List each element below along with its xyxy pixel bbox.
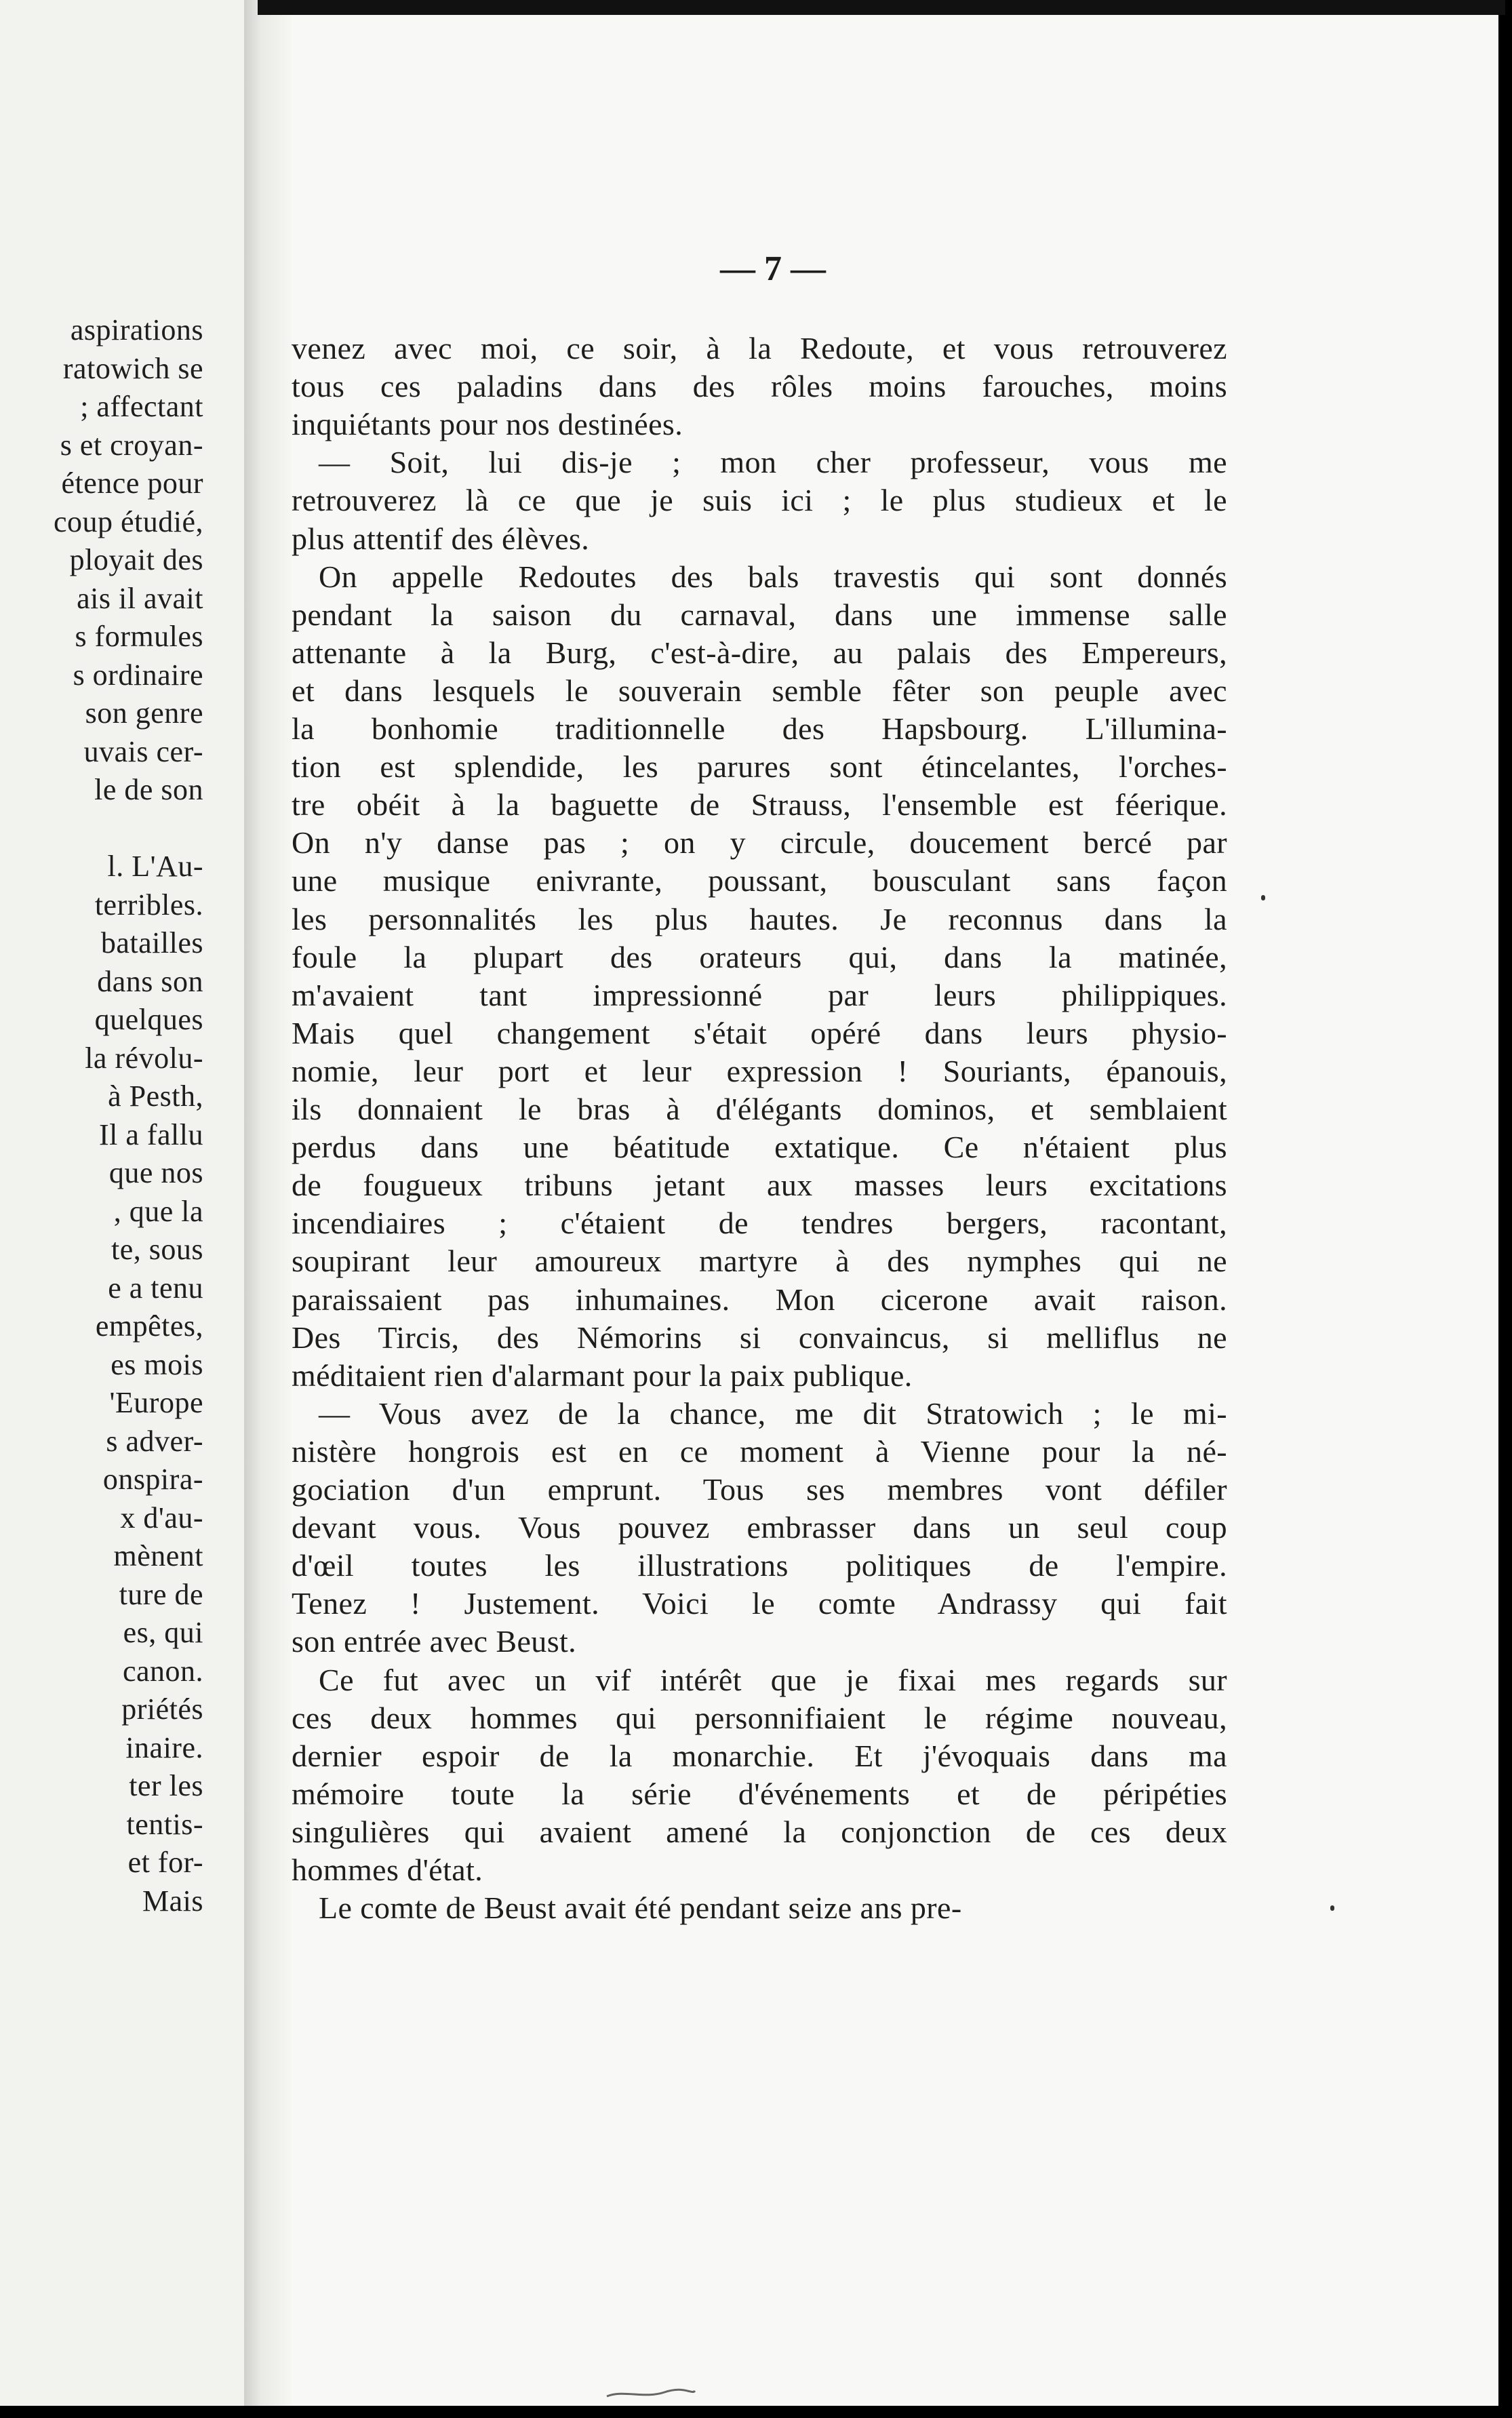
text-line: gociation d'un emprunt. Tous ses membres vont défiler bbox=[292, 1472, 1227, 1507]
previous-page-line: Il a fallu bbox=[98, 1117, 203, 1151]
text-line: — Vous avez de la chance, me dit Stratowich ; le mi- bbox=[319, 1395, 1227, 1431]
text-line: venez avec moi, ce soir, à la Redoute, et vous retrouverez bbox=[292, 331, 1227, 365]
text-line: Des Tircis, des Némorins si convaincus, si melliflus ne bbox=[292, 1320, 1227, 1355]
text-line: d'œil toutes les illustrations politiques de l'empire. bbox=[292, 1548, 1227, 1583]
text-line: attenante à la Burg, c'est-à-dire, au palais des Empereurs, bbox=[292, 635, 1227, 670]
previous-page-line: e a tenu bbox=[108, 1271, 203, 1305]
text-line: méditaient rien d'alarmant pour la paix publique. bbox=[292, 1357, 913, 1393]
text-line: nistère hongrois est en ce moment à Vienne pour la né- bbox=[292, 1433, 1227, 1469]
previous-page-line: uvais cer- bbox=[83, 734, 203, 768]
scan-border-top bbox=[258, 0, 1505, 15]
text-line: Mais quel changement s'était opéré dans leurs physio- bbox=[292, 1015, 1227, 1050]
text-line: Ce fut avec un vif intérêt que je fixai mes regards sur bbox=[319, 1662, 1227, 1697]
previous-page-line: , que la bbox=[113, 1194, 203, 1228]
text-line: ces deux hommes qui personnifiaient le régime nouveau, bbox=[292, 1700, 1227, 1735]
text-line: et dans lesquels le souverain semble fêter son peuple avec bbox=[292, 673, 1227, 708]
text-line: tous ces paladins dans des rôles moins farouches, moins bbox=[292, 369, 1227, 404]
previous-page-line: ais il avait bbox=[77, 581, 203, 615]
text-line: Tenez ! Justement. Voici le comte Andrassy qui fait bbox=[292, 1586, 1227, 1621]
previous-page-line: tentis- bbox=[126, 1807, 203, 1841]
text-line: tion est splendide, les parures sont étincelantes, l'orches- bbox=[292, 749, 1227, 785]
text-line: plus attentif des élèves. bbox=[292, 521, 590, 556]
previous-page-line: quelques bbox=[94, 1003, 203, 1036]
previous-page-line: étence pour bbox=[61, 467, 203, 500]
scan-border-bottom bbox=[0, 2406, 1512, 2418]
text-line: pendant la saison du carnaval, dans une immense salle bbox=[292, 597, 1227, 632]
text-line: de fougueux tribuns jetant aux masses leurs excitations bbox=[292, 1168, 1227, 1203]
text-line: Le comte de Beust avait été pendant seize ans pre- bbox=[319, 1890, 962, 1926]
text-line: On n'y danse pas ; on y circule, doucement bercé par bbox=[292, 825, 1227, 860]
text-line: hommes d'état. bbox=[292, 1852, 483, 1887]
previous-page-line: à Pesth, bbox=[108, 1079, 203, 1113]
previous-page-line: et for- bbox=[127, 1846, 203, 1879]
previous-page-line bbox=[0, 807, 203, 850]
previous-page-line: x d'au- bbox=[120, 1501, 203, 1534]
text-line: m'avaient tant impressionné par leurs philippiques. bbox=[292, 977, 1227, 1012]
text-line: ils donnaient le bras à d'élégants dominos, et semblaient bbox=[292, 1092, 1227, 1126]
previous-page-line: la révolu- bbox=[85, 1041, 203, 1075]
previous-page-line: ter les bbox=[129, 1769, 203, 1802]
text-line: On appelle Redoutes des bals travestis qui sont donnés bbox=[319, 559, 1227, 594]
text-line: une musique enivrante, poussant, bousculant sans façon bbox=[292, 863, 1227, 898]
page-gutter bbox=[244, 0, 292, 2418]
text-line: mémoire toute la série d'événements et de péripéties bbox=[292, 1776, 1227, 1811]
previous-page-line: aspirations bbox=[70, 313, 203, 346]
previous-page-line: s formules bbox=[75, 620, 203, 653]
bottom-ornament bbox=[603, 2387, 698, 2400]
text-line: perdus dans une béatitude extatique. Ce n'étaient plus bbox=[292, 1130, 1227, 1165]
previous-page-line: inaire. bbox=[125, 1730, 203, 1764]
previous-page-line: ; affectant bbox=[80, 390, 203, 423]
text-line: — Soit, lui dis-je ; mon cher professeur, vous me bbox=[319, 445, 1227, 480]
previous-page-line: te, sous bbox=[111, 1233, 203, 1266]
previous-page-line: s ordinaire bbox=[73, 658, 203, 692]
previous-page-line: son genre bbox=[85, 696, 203, 730]
previous-page-line: 'Europe bbox=[109, 1386, 203, 1419]
text-line: paraissaient pas inhumaines. Mon cicerone avait raison. bbox=[292, 1282, 1227, 1317]
text-line: son entrée avec Beust. bbox=[292, 1624, 577, 1659]
text-line: retrouverez là ce que je suis ici ; le plus studieux et le bbox=[292, 483, 1227, 518]
previous-page-line: onspira- bbox=[102, 1463, 203, 1496]
previous-page-line: es, qui bbox=[123, 1616, 203, 1649]
text-line: les personnalités les plus hautes. Je reconnus dans la bbox=[292, 901, 1227, 936]
previous-page-line: es mois bbox=[111, 1347, 203, 1381]
previous-page-line: dans son bbox=[97, 964, 203, 998]
text-line: dernier espoir de la monarchie. Et j'évoquais dans ma bbox=[292, 1738, 1227, 1773]
text-line: devant vous. Vous pouvez embrasser dans un seul coup bbox=[292, 1510, 1227, 1545]
text-line: soupirant leur amoureux martyre à des nymphes qui ne bbox=[292, 1244, 1227, 1279]
previous-page-line: s adver- bbox=[106, 1424, 203, 1458]
previous-page-line: mènent bbox=[113, 1539, 203, 1572]
text-line: inquiétants pour nos destinées. bbox=[292, 407, 683, 442]
previous-page-line: Mais bbox=[142, 1884, 203, 1918]
previous-page-line: batailles bbox=[100, 926, 203, 959]
scan-speck bbox=[1261, 895, 1265, 900]
previous-page-line: l. L'Au- bbox=[107, 850, 203, 883]
text-line: foule la plupart des orateurs qui, dans la matinée, bbox=[292, 939, 1227, 974]
previous-page-line: le de son bbox=[94, 773, 203, 806]
previous-page-line: terribles. bbox=[94, 888, 203, 921]
text-line: nomie, leur port et leur expression ! Souriants, épanouis, bbox=[292, 1053, 1227, 1088]
previous-page-line: ratowich se bbox=[62, 351, 203, 385]
previous-page-line: priétés bbox=[121, 1692, 203, 1726]
previous-page-line: coup étudié, bbox=[53, 504, 203, 538]
previous-page-line: canon. bbox=[122, 1654, 203, 1688]
previous-page-line: empêtes, bbox=[95, 1309, 203, 1343]
previous-page-line: que nos bbox=[108, 1156, 203, 1189]
text-line: tre obéit à la baguette de Strauss, l'ensemble est féerique. bbox=[292, 787, 1227, 822]
page-number: — 7 — bbox=[720, 250, 826, 288]
previous-page-line: ture de bbox=[119, 1577, 203, 1611]
previous-page-line: ployait des bbox=[69, 543, 203, 576]
scan-border-right bbox=[1498, 0, 1512, 2418]
text-line: la bonhomie traditionnelle des Hapsbourg. L'illumina- bbox=[292, 711, 1227, 746]
text-line: incendiaires ; c'étaient de tendres bergers, racontant, bbox=[292, 1206, 1227, 1241]
previous-page-line: s et croyan- bbox=[60, 428, 203, 462]
scan-speck bbox=[1330, 1905, 1334, 1911]
text-line: singulières qui avaient amené la conjonction de ces deux bbox=[292, 1814, 1227, 1849]
